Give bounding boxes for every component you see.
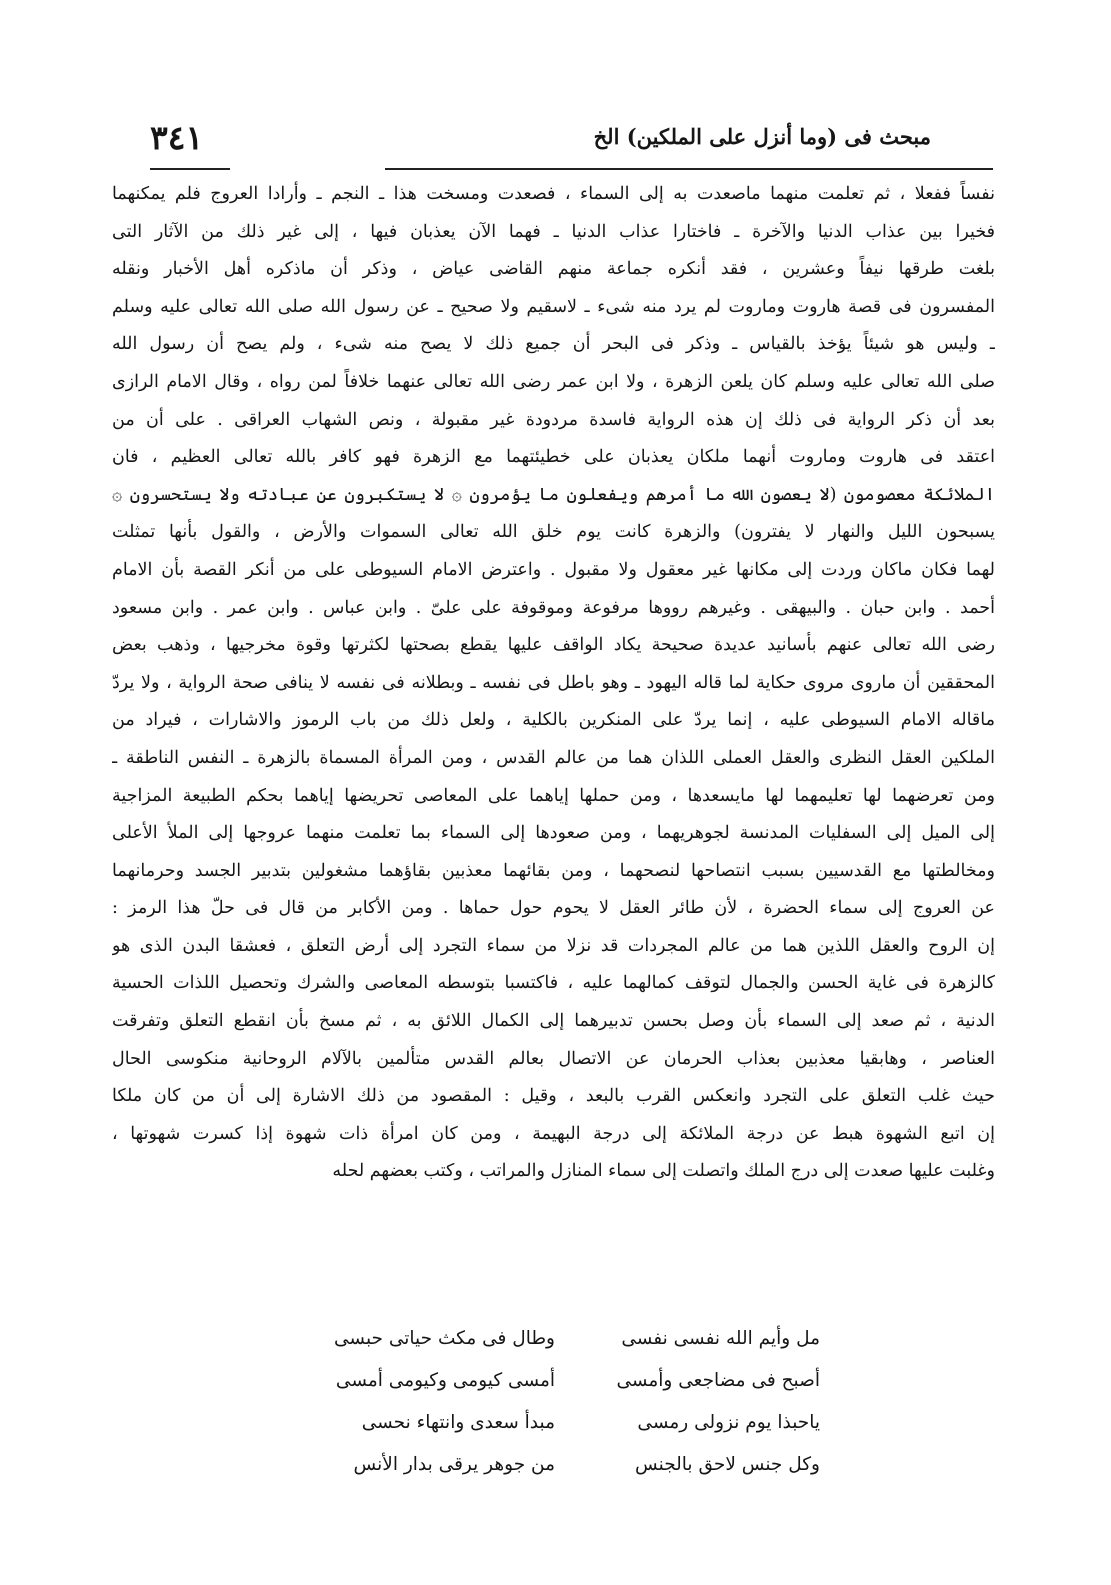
text-line: فخيرا بين عذاب الدنيا والآخرة ـ فاختارا عذاب الدنيا ـ فهما الآن يعذبان فيها ، إلى غير ذلك من الآثار التى	[112, 221, 995, 242]
text-line: العناصر ، وهابقيا معذبين بعذاب الحرمان عن الاتصال بعالم القدس متألمين بالآلام الروحانية منكوسى الحال	[112, 1048, 995, 1069]
text-line: ـ وليس هو شيئاً يؤخذ بالقياس ـ وذكر فى البحر أن جميع ذلك لا يصح منه شىء ، ولم يصح أن رسول الله	[112, 334, 995, 355]
text-line: الملكين العقل النظرى والعقل العملى اللذان هما من عالم القدس ، ومن المرأة المسماة بالزهرة ـ النفس الناطقة ـ	[112, 747, 995, 768]
text-line: حيث غلب التعلق على التجرد وانعكس القرب بالبعد ، وقيل : المقصود من ذلك الاشارة إلى أن من كان ملكا	[112, 1086, 995, 1107]
poem-hemistich-second: وطال فى مكث حياتى حبسى	[334, 1328, 555, 1349]
poem-hemistich-first: ياحبذا يوم نزولى رمسى	[637, 1412, 820, 1433]
poem-verse	[320, 1444, 820, 1486]
poem-hemistich-second: أمسى كيومى وكيومى أمسى	[335, 1370, 555, 1391]
body-text	[112, 176, 995, 1191]
text-line: أحمد . وابن حبان . والبيهقى . وغيرهم رووها مرفوعة وموقوفة على علىّ . وابن عباس . وابن عمر . وابن مسعود	[112, 597, 995, 618]
text-line: بلغت طرقها نيفاً وعشرين ، فقد أنكره جماعة منهم القاضى عياض ، وذكر أن ماذكره أهل الأخبار ونقله	[112, 259, 995, 280]
text-line: يسبحون الليل والنهار لا يفترون) والزهرة كانت يوم خلق الله تعالى السموات والأرض ، والقول بأنها تمثلت	[112, 522, 995, 543]
poem	[320, 1318, 820, 1486]
page-header	[150, 118, 991, 168]
poem-verse	[320, 1402, 820, 1444]
poem-hemistich-second: مبدأ سعدى وانتهاء نحسى	[361, 1412, 555, 1433]
text-line: ماقاله الامام السيوطى عليه ، إنما يردّ على المنكرين بالكلية ، ولعل ذلك من باب الرموز والاشارات ، فيراد من	[112, 710, 995, 731]
poem-hemistich-first: وكل جنس لاحق بالجنس	[635, 1454, 820, 1475]
page-number: ٣٤١	[150, 118, 204, 157]
text-line: نفساً ففعلا ، ثم تعلمت منهما ماصعدت به إلى السماء ، فصعدت ومسخت هذا ـ النجم ـ وأرادا العروج فلم يمكنهما	[112, 184, 995, 204]
text-line: المحققين أن ماروى مروى حكاية لما قاله اليهود ـ وهو باطل فى نفسه ـ وبطلانه فى نفسه لا ينافى صحة الرواية ، ولا يردّ	[112, 672, 995, 693]
poem-hemistich-first: مل وأيم الله نفسى نفسى	[621, 1328, 820, 1349]
text-line: ومخالطتها مع القدسيين بسبب انتصاحها لنصحهما ، ومن بقائهما معذبين بقاؤهما مشغولين بتدبير الجسد وحرمانهما	[112, 860, 995, 881]
text-line: إن اتبع الشهوة هبط عن درجة الملائكة إلى درجة البهيمة ، ومن كان امرأة ذات شهوة إذا كسرت شهوتها ،	[112, 1123, 995, 1144]
text-line: إلى الميل إلى السفليات المدنسة لجوهريهما ، ومن صعودها إلى السماء بما تعلمت منهما عروجها إلى الملأ الأعلى	[112, 823, 995, 844]
poem-hemistich-second: من جوهر يرقى بدار الأنس	[353, 1454, 555, 1475]
text-line: بعد أن ذكر الرواية فى ذلك إن هذه الرواية فاسدة مردودة غير مقبولة ، ونص الشهاب العراقى . على أن من	[112, 409, 995, 430]
poem-hemistich-first: أصبح فى مضاجعى وأمسى	[616, 1370, 820, 1391]
text-line: لهما فكان ماكان وردت إلى مكانها غير معقول ولا مقبول . واعترض الامام السيوطى على من أنكر القصة بأن الامام	[112, 559, 995, 580]
text-line: رضى الله تعالى عنهم بأسانيد عديدة صحيحة يكاد الواقف عليها يقطع بصحتها لكثرتها وقوة مخرجيها ، وذهب بعض	[112, 635, 995, 656]
header-rule-short	[150, 168, 230, 170]
text-line: المفسرون فى قصة هاروت وماروت لم يرد منه شىء ـ لاسقيم ولا صحيح ـ عن رسول الله صلى الله تعالى عليه وسلم	[112, 296, 995, 317]
text-line: صلى الله تعالى عليه وسلم كان يلعن الزهرة ، ولا ابن عمر رضى الله تعالى عنهما خلافاً لمن رواه ، وقال الامام الرازى	[112, 371, 995, 392]
poem-verse	[320, 1360, 820, 1402]
poem-verse	[320, 1318, 820, 1360]
text-line: كالزهرة فى غاية الحسن والجمال لتوقف كمالهما عليه ، فاكتسبا بتوسطه المعاصى والشرك وتحصيل اللذات الحسية	[112, 973, 995, 994]
text-line: عن العروج إلى سماء الحضرة ، لأن طائر العقل لا يحوم حول حماها . ومن الأكابر من قال فى حلّ هذا الرمز :	[112, 898, 995, 919]
text-line: ومن تعرضهما لها تعليمهما لها مايسعدها ، ومن حملها إياهما على المعاصى تحريضها إياهما بحكم الطبيعة المزاجية	[112, 785, 995, 806]
text-line: الدنية ، ثم صعد إلى السماء بأن وصل بحسن تدبيرهما إلى الكمال اللائق به ، ثم مسخ بأن انقطع التعلق وتفرقت	[112, 1011, 995, 1032]
header-rule	[385, 168, 993, 170]
text-line: الملائكة معصومون (لا يعصون الله ما أمرهم ويفعلون ما يؤمرون ۞ لا يستكبرون عن عبادته ولا يستحسرون ۞	[112, 484, 995, 505]
text-line: وغلبت عليها صعدت إلى درج الملك واتصلت إلى سماء المنازل والمراتب ، وكتب بعضهم لحله	[332, 1161, 995, 1182]
running-title: مبحث فى (وما أنزل على الملكين) الخ	[593, 124, 931, 149]
text-line: اعتقد فى هاروت وماروت أنهما ملكان يعذبان على خطيئتهما مع الزهرة فهو كافر بالله تعالى العظيم ، فان	[112, 447, 995, 468]
text-line: إن الروح والعقل اللذين هما من عالم المجردات قد نزلا من سماء التجرد إلى أرض التعلق ، فعشقا البدن الذى هو	[112, 935, 995, 956]
